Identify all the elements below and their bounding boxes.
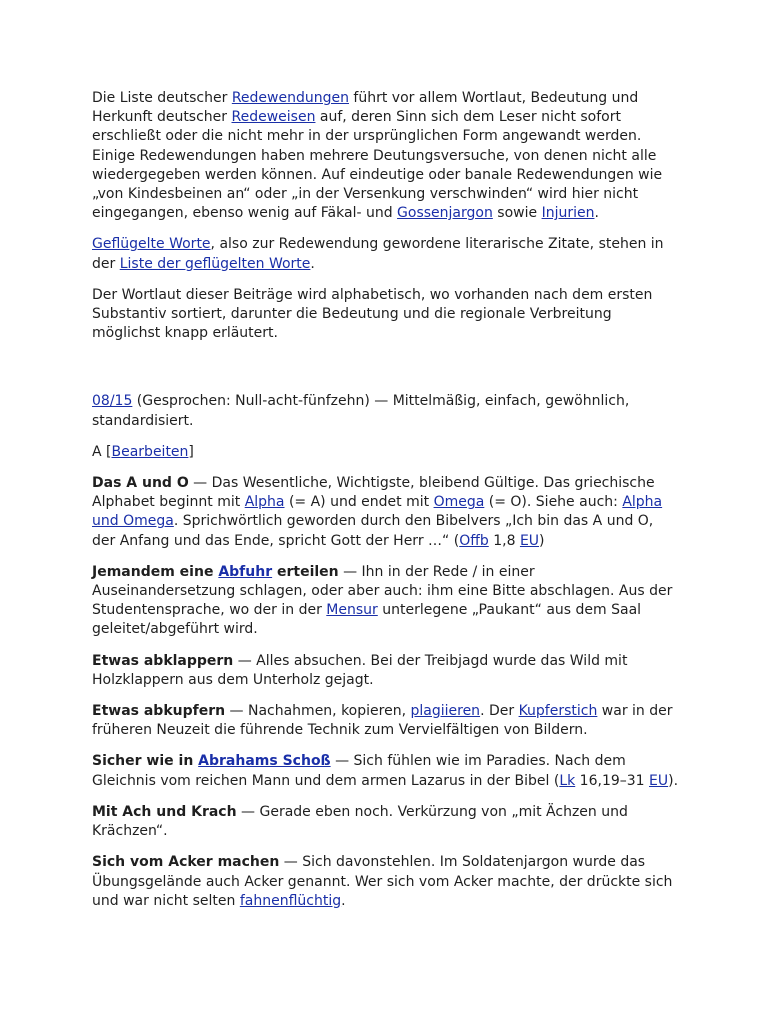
link-bearbeiten[interactable]: Bearbeiten <box>111 443 189 460</box>
document-content <box>92 89 680 923</box>
link-lk[interactable]: Lk <box>559 772 576 789</box>
body-text: — Ihn in der Rede / in einer Auseinandersetzung schlagen, oder aber auch: ihm eine Bitte abschlagen. Aus der Studentensprache, wo der in der <box>92 563 673 619</box>
link-omega[interactable]: Omega <box>433 494 485 511</box>
entry-acker-machen <box>92 853 680 911</box>
body-text: — Das Wesentliche, Wichtigste, bleibend Gültige. Das griechische Alphabet beginnt mit <box>92 475 655 511</box>
body-text: ] <box>188 443 194 460</box>
link-redewendungen[interactable]: Redewendungen <box>231 90 349 106</box>
link-mensur[interactable]: Mensur <box>326 602 378 619</box>
body-text: — Alles absuchen. Bei der Treibjagd wurde das Wild mit Holzklappern aus dem Unterholz gejagt. <box>92 652 628 688</box>
term-text: Sicher wie in <box>92 753 199 770</box>
intro-paragraph-1 <box>92 89 680 223</box>
entry-abkupfern <box>92 702 680 740</box>
entry-abklappern <box>92 652 680 690</box>
body-text: . <box>310 255 315 272</box>
body-text: A [ <box>92 443 112 460</box>
entry-ach-und-krach <box>92 803 680 841</box>
entry-abrahams-schoss <box>92 752 680 790</box>
entry-08-15 <box>92 392 680 430</box>
body-text: auf, deren Sinn sich dem Leser nicht sofort erschließt oder die nicht mehr in der ursprünglichen Form angewandt werden. Einige Redewendungen haben mehrere Deutungsversuche, von denen nicht alle wiedergegeben werden können. Auf eindeutige oder banale Redewendungen wie „von Kindesbeinen an“ oder „in der Versenkung verschwinden“ wird hier nicht eingegangen, ebenso wenig auf Fäkal- und <box>92 109 663 222</box>
link-gossenjargon[interactable]: Gossenjargon <box>397 205 493 222</box>
body-text: 16,19–31 <box>575 772 650 789</box>
link-eu[interactable]: EU <box>649 772 669 789</box>
link-abrahams-schoss[interactable]: Abrahams Schoß <box>198 753 331 770</box>
link-08-15[interactable]: 08/15 <box>92 393 133 410</box>
link-alpha-und-omega[interactable]: Alpha und Omega <box>92 494 663 530</box>
body-text: führt vor allem Wortlaut, Bedeutung und Herkunft deutscher <box>92 90 639 126</box>
link-alpha[interactable]: Alpha <box>244 494 285 511</box>
term-text: erteilen <box>272 563 339 580</box>
body-text: (= O). Siehe auch: <box>484 494 623 511</box>
link-eu[interactable]: EU <box>519 532 540 549</box>
body-text: ). <box>668 772 679 789</box>
body-text: (Gesprochen: Null-acht-fünfzehn) — Mittelmäßig, einfach, gewöhnlich, standardisiert. <box>92 393 630 429</box>
section-heading-a <box>92 443 680 462</box>
body-text: war in der früheren Neuzeit die führende Technik zum Vervielfältigen von Bildern. <box>92 703 673 739</box>
intro-paragraph-2 <box>92 235 680 273</box>
entry-das-a-und-o <box>92 474 680 551</box>
body-text: — Sich fühlen wie im Paradies. Nach dem Gleichnis vom reichen Mann und dem armen Lazarus in der Bibel ( <box>92 753 626 789</box>
link-plagiieren[interactable]: plagiieren <box>410 703 481 720</box>
term-text: Mit Ach und Krach <box>92 803 237 820</box>
link-offb[interactable]: Offb <box>459 532 489 549</box>
term-text: Sich vom Acker machen <box>92 854 280 871</box>
body-text: sowie <box>492 205 542 222</box>
term-text: Jemandem eine <box>92 563 219 580</box>
intro-paragraph-3 <box>92 286 680 344</box>
body-text: ) <box>539 532 545 549</box>
link-liste-der-gefluegelten-worte[interactable]: Liste der geflügelten Worte <box>119 255 311 272</box>
link-abfuhr[interactable]: Abfuhr <box>218 563 273 580</box>
body-text: — Sich davonstehlen. Im Soldatenjargon wurde das Übungsgelände auch Acker genannt. Wer sich vom Acker machte, der drückte sich und war nicht selten <box>92 854 673 909</box>
body-text: unterlegene „Paukant“ aus dem Saal geleitet/abgeführt wird. <box>92 602 642 638</box>
body-text: , also zur Redewendung gewordene literarische Zitate, stehen in der <box>92 236 664 272</box>
body-text: . Der <box>480 703 519 720</box>
link-kupferstich[interactable]: Kupferstich <box>518 703 598 720</box>
body-text: 1,8 <box>488 532 520 549</box>
body-text: Der Wortlaut dieser Beiträge wird alphabetisch, wo vorhanden nach dem ersten Substantiv sortiert, darunter die Bedeutung und die regionale Verbreitung möglichst knapp erläutert. <box>92 286 653 342</box>
link-gefluegelte-worte[interactable]: Geflügelte Worte <box>92 236 211 253</box>
body-text: (= A) und endet mit <box>284 494 434 511</box>
body-text: — Gerade eben noch. Verkürzung von „mit Ächzen und Krächzen“. <box>92 803 628 840</box>
body-text: — Nachahmen, kopieren, <box>225 703 411 720</box>
body-text: . Sprichwörtlich geworden durch den Bibelvers „Ich bin das A und O, der Anfang und das Ende, spricht Gott der Herr …“ ( <box>92 513 654 549</box>
term-text: Etwas abkupfern <box>92 703 226 720</box>
body-text: . <box>594 205 599 222</box>
entries-list <box>92 392 680 910</box>
body-text: Die Liste deutscher <box>92 90 232 106</box>
entry-abfuhr <box>92 563 680 640</box>
link-injurien[interactable]: Injurien <box>541 205 595 222</box>
link-redeweisen[interactable]: Redeweisen <box>231 109 316 126</box>
term-text: Etwas abklappern <box>92 652 234 669</box>
link-fahnenfluechtig[interactable]: fahnenflüchtig <box>239 892 342 909</box>
body-text: . <box>341 892 346 909</box>
term-text: Das A und O <box>92 475 189 492</box>
